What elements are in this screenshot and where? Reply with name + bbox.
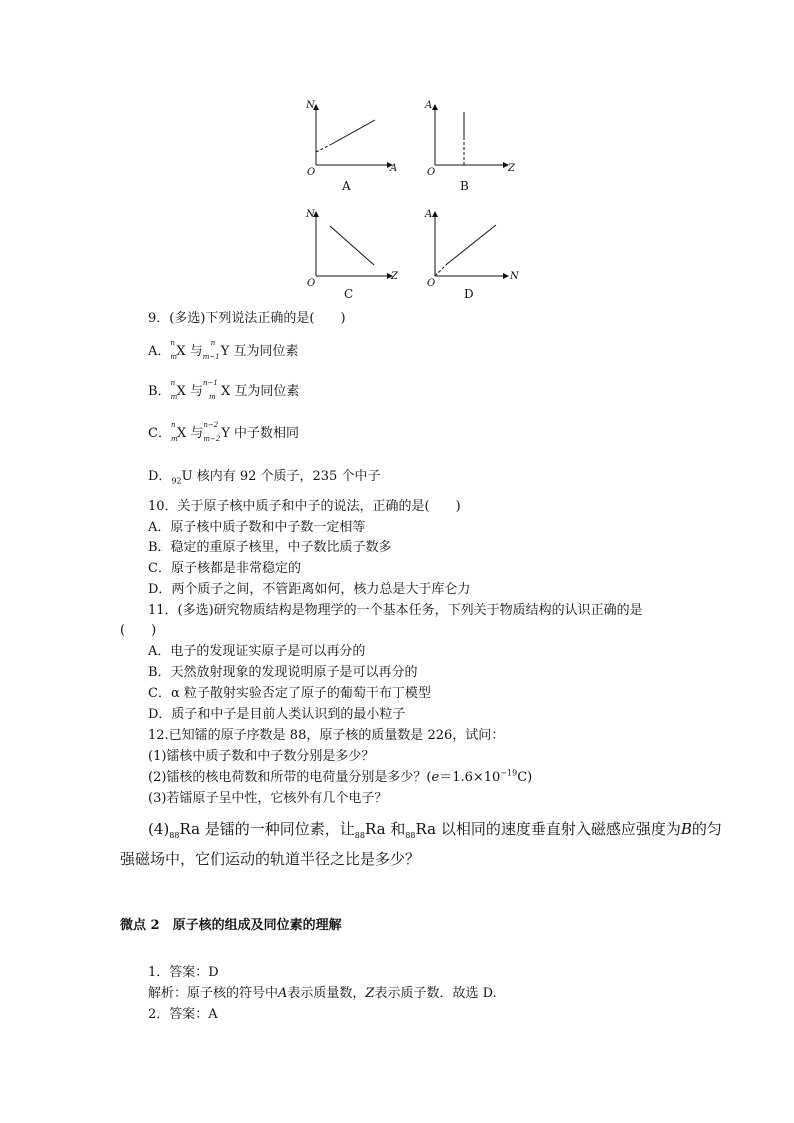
q9-option-d — [148, 465, 380, 486]
q11-stem: 11．(多选)研究物质结构是物理学的一个基本任务，下列关于物质结构的认识正确的是 — [148, 603, 643, 618]
graph-d-caption: D — [464, 287, 474, 301]
q9-option-a — [148, 340, 299, 359]
nuclide-n2-m2-y: n−2 m−2 — [203, 420, 221, 443]
q9-option-b — [148, 380, 299, 399]
q9-a-mid: X 与 — [176, 344, 203, 359]
graph-b-x-label: Z — [508, 163, 515, 174]
q9-b-post: X 互为同位素 — [220, 384, 300, 399]
nuclide-n1-m-x: n−1 m — [202, 378, 218, 401]
q9-b-mid: X 与 — [176, 384, 203, 399]
q12-stem: 12.已知镭的原子序数是 88，原子核的质量数是 226，试问： — [148, 728, 505, 743]
q9-c-letter: C． — [148, 426, 171, 441]
q9-option-c — [148, 422, 299, 441]
graph-d-y-label: A — [425, 209, 433, 220]
graph-b-origin: O — [427, 167, 436, 178]
graph-d — [435, 212, 508, 276]
graph-b-y-label: A — [425, 100, 433, 111]
graph-c-caption: C — [344, 287, 354, 301]
graph-b-caption: B — [460, 179, 469, 193]
q12-part1: (1)镭核中质子数和中子数分别是多少？ — [148, 749, 375, 764]
q12-p2-exp: −19 — [500, 768, 518, 778]
q9-stem: 9．(多选)下列说法正确的是( ) — [148, 311, 346, 326]
q9-b-letter: B． — [148, 384, 171, 399]
q10-option-c: C．原子核都是非常稳定的 — [148, 561, 301, 576]
nuclide-n-m1-y: n m−1 — [202, 338, 220, 361]
nuclide-nmx-c: n m — [170, 420, 178, 443]
graph-c-origin: O — [307, 278, 316, 289]
q12-p2-pre: (2)镭核的核电荷数和所带的电荷量分别是多少？( — [148, 770, 432, 785]
graph-c-x-label: Z — [391, 271, 398, 282]
q12-p2-post: C) — [517, 770, 533, 785]
q12-p2-val: ＝1.6×10 — [439, 770, 501, 785]
section-title: 微点 2 原子核的组成及同位素的理解 — [120, 918, 342, 933]
q10-option-d: D．两个质子之间，不管距离如何，核力总是大于库仑力 — [148, 582, 471, 597]
q10-option-b: B．稳定的重原子核里，中子数比质子数多 — [148, 540, 392, 555]
q9-a-letter: A． — [148, 344, 171, 359]
graphs-svg — [0, 0, 794, 310]
q9-d-letter: D． — [148, 469, 172, 484]
graph-d-origin: O — [427, 278, 436, 289]
q11-paren: ( ) — [120, 623, 157, 638]
nuclide-nmx: n m — [170, 338, 178, 361]
graph-d-x-label: N — [510, 271, 519, 282]
q10-option-a: A．原子核中质子数和中子数一定相等 — [148, 520, 366, 535]
graph-a-x-label: A — [390, 163, 398, 174]
graph-a-y-label: N — [306, 100, 315, 111]
answer-2: 2．答案：A — [148, 1007, 218, 1022]
q11-option-d: D．质子和中子是目前人类认识到的最小粒子 — [148, 707, 406, 722]
q9-c-post: Y 中子数相同 — [221, 426, 300, 441]
q12-part2 — [148, 766, 532, 785]
q9-d-post: U 核内有 92 个质子，235 个中子 — [181, 469, 381, 484]
nuclide-nmx-b: n m — [170, 378, 178, 401]
graph-b — [435, 105, 508, 165]
answer-1: 1．答案：D — [148, 965, 219, 980]
q9-c-mid: X 与 — [176, 426, 204, 441]
explanation-1: 解析：原子核的符号中A表示质量数，Z表示质子数．故选 D. — [148, 986, 497, 1001]
q10-stem: 10．关于原子核中质子和中子的说法，正确的是( ) — [148, 499, 461, 514]
q11-option-a: A．电子的发现证实原子是可以再分的 — [148, 644, 366, 659]
q12-part4-line2: 强磁场中，它们运动的轨道半径之比是多少？ — [120, 850, 421, 868]
q12-part3: (3)若镭原子呈中性，它核外有几个电子？ — [148, 791, 388, 806]
graph-a — [316, 105, 392, 165]
q9-d-sub: 92 — [171, 476, 182, 486]
q12-part4-line1: $(4)_{88}Ra$ 是镭的一种同位素，让$_{88}$Ra 和$_{88}$Ra 以相同的速度垂直射入磁感应强度为B的匀 — [148, 820, 722, 840]
graph-a-caption: A — [342, 179, 351, 193]
q11-option-b: B．天然放射现象的发现说明原子是可以再分的 — [148, 665, 418, 680]
graph-a-origin: O — [307, 167, 316, 178]
graph-c-y-label: N — [306, 209, 315, 220]
q9-a-post: Y 互为同位素 — [220, 344, 299, 359]
q11-option-c: C．α 粒子散射实验否定了原子的葡萄干布丁模型 — [148, 686, 431, 701]
q12-p2-e: e — [431, 770, 440, 785]
graph-c — [316, 212, 392, 276]
